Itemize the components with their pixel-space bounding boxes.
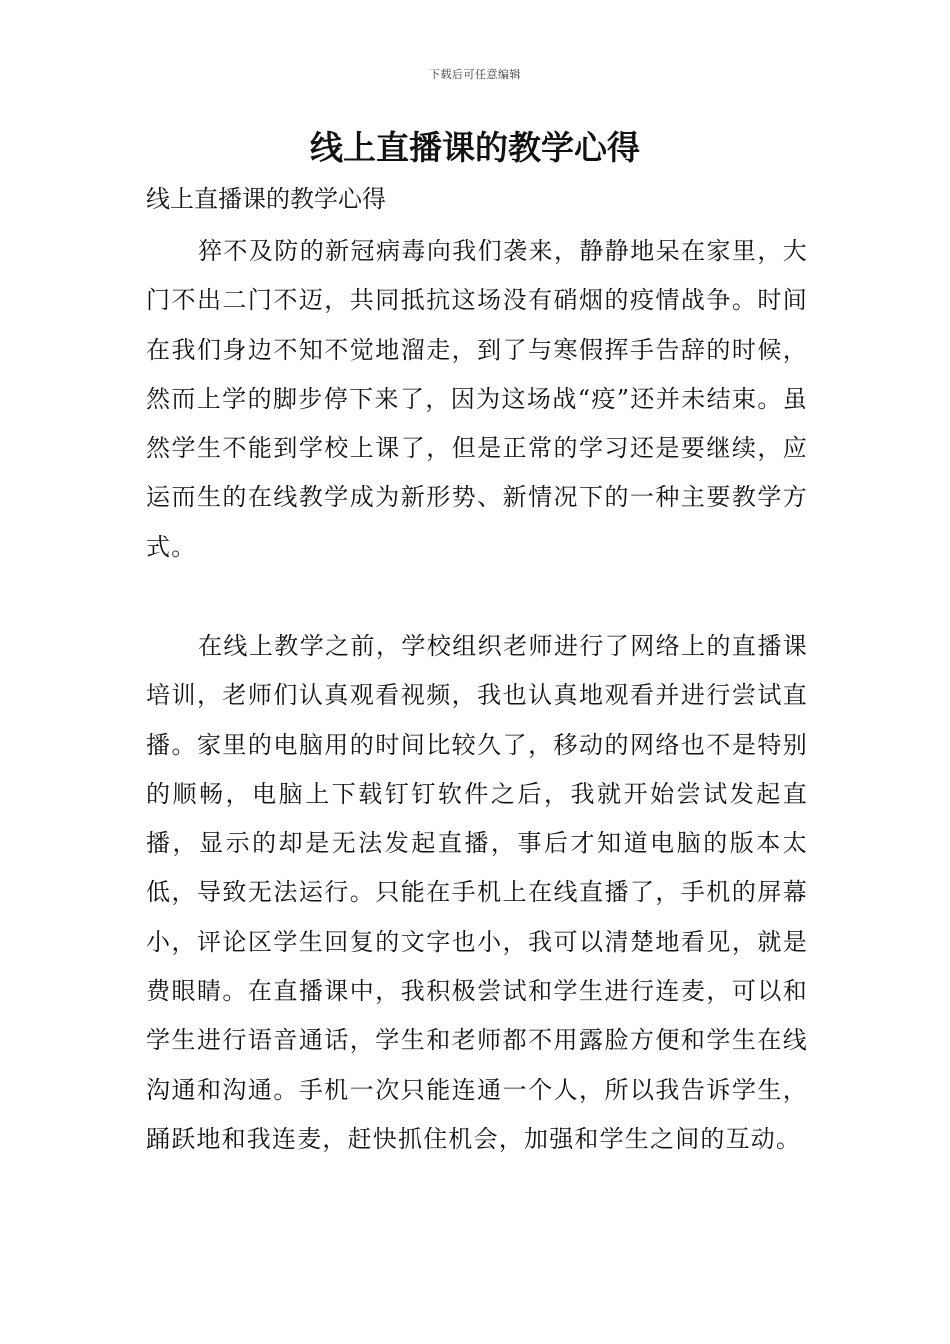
body-paragraph-1: 猝不及防的新冠病毒向我们袭来，静静地呆在家里，大门不出二门不迈，共同抵抗这场没有硝烟的疫情战争。时间在我们身边不知不觉地溜走，到了与寒假挥手告辞的时候，然而上学的脚步停下来了，因为这场战“疫”还并未结束。虽然学生不能到学校上课了，但是正常的学习还是要继续，应运而生的在线教学成为新形势、新情况下的一种主要教学方式。 xyxy=(146,237,808,561)
document-subtitle: 线上直播课的教学心得 xyxy=(146,185,386,213)
body-paragraph-2: 在线上教学之前，学校组织老师进行了网络上的直播课培训，老师们认真观看视频，我也认真地观看并进行尝试直播。家里的电脑用的时间比较久了，移动的网络也不是特别的顺畅，电脑上下载钉钉软件之后，我就开始尝试发起直播，显示的却是无法发起直播，事后才知道电脑的版本太低，导致无法运行。只能在手机上在线直播了，手机的屏幕小，评论区学生回复的文字也小，我可以清楚地看见，就是费眼睛。在直播课中，我积极尝试和学生进行连麦，可以和学生进行语音通话，学生和老师都不用露脸方便和学生在线沟通和沟通。手机一次只能连通一个人，所以我告诉学生，踊跃地和我连麦，赶快抓住机会，加强和学生之间的互动。 xyxy=(146,632,808,1153)
header-note: 下载后可任意编辑 xyxy=(429,68,521,81)
document-title: 线上直播课的教学心得 xyxy=(310,128,640,167)
